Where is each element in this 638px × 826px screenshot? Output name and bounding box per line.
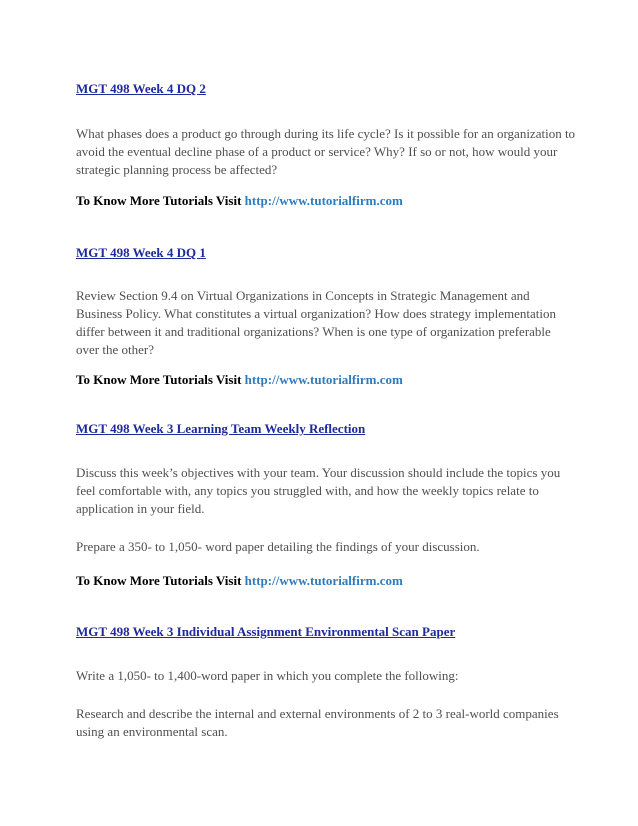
paragraph: Write a 1,050- to 1,400-word paper in which you complete the following: (76, 668, 459, 683)
paragraph: Research and describe the internal and external environments of 2 to 3 real-world companies using an environmental scan. (76, 706, 559, 739)
section-week3-learning-team (76, 420, 576, 438)
cta-prefix: To Know More Tutorials Visit (76, 573, 245, 588)
cta-prefix: To Know More Tutorials Visit (76, 372, 245, 387)
tutorial-cta (76, 573, 576, 589)
section-week4-dq1 (76, 244, 576, 262)
cta-prefix: To Know More Tutorials Visit (76, 193, 245, 208)
heading-link[interactable]: MGT 498 Week 4 DQ 2 (76, 81, 206, 96)
tutorial-link[interactable]: http://www.tutorialfirm.com (244, 372, 403, 387)
tutorial-link[interactable]: http://www.tutorialfirm.com (244, 193, 403, 208)
tutorial-link[interactable]: http://www.tutorialfirm.com (244, 573, 403, 588)
section-week4-dq2 (76, 80, 576, 98)
heading-link[interactable]: MGT 498 Week 3 Individual Assignment Environmental Scan Paper (76, 624, 456, 639)
heading-link[interactable]: MGT 498 Week 3 Learning Team Weekly Reflection (76, 421, 366, 436)
section-week3-environmental-scan (76, 623, 576, 641)
paragraph: Review Section 9.4 on Virtual Organizations in Concepts in Strategic Management and Business Policy. What constitutes a virtual organization? How does strategy implementation differ between it and traditional organizations? When is one type of organization preferable over the other? (76, 288, 556, 357)
heading-link[interactable]: MGT 498 Week 4 DQ 1 (76, 245, 206, 260)
paragraph: What phases does a product go through during its life cycle? Is it possible for an organization to avoid the eventual decline phase of a product or service? Why? If so or not, how would your strategic planning process be affected? (76, 126, 576, 177)
tutorial-cta (76, 372, 576, 388)
paragraph: Prepare a 350- to 1,050- word paper detailing the findings of your discussion. (76, 539, 480, 554)
paragraph: Discuss this week’s objectives with your team. Your discussion should include the topics you feel comfortable with, any topics you struggled with, and how the weekly topics relate to application in your field. (76, 465, 561, 516)
tutorial-cta (76, 193, 576, 209)
